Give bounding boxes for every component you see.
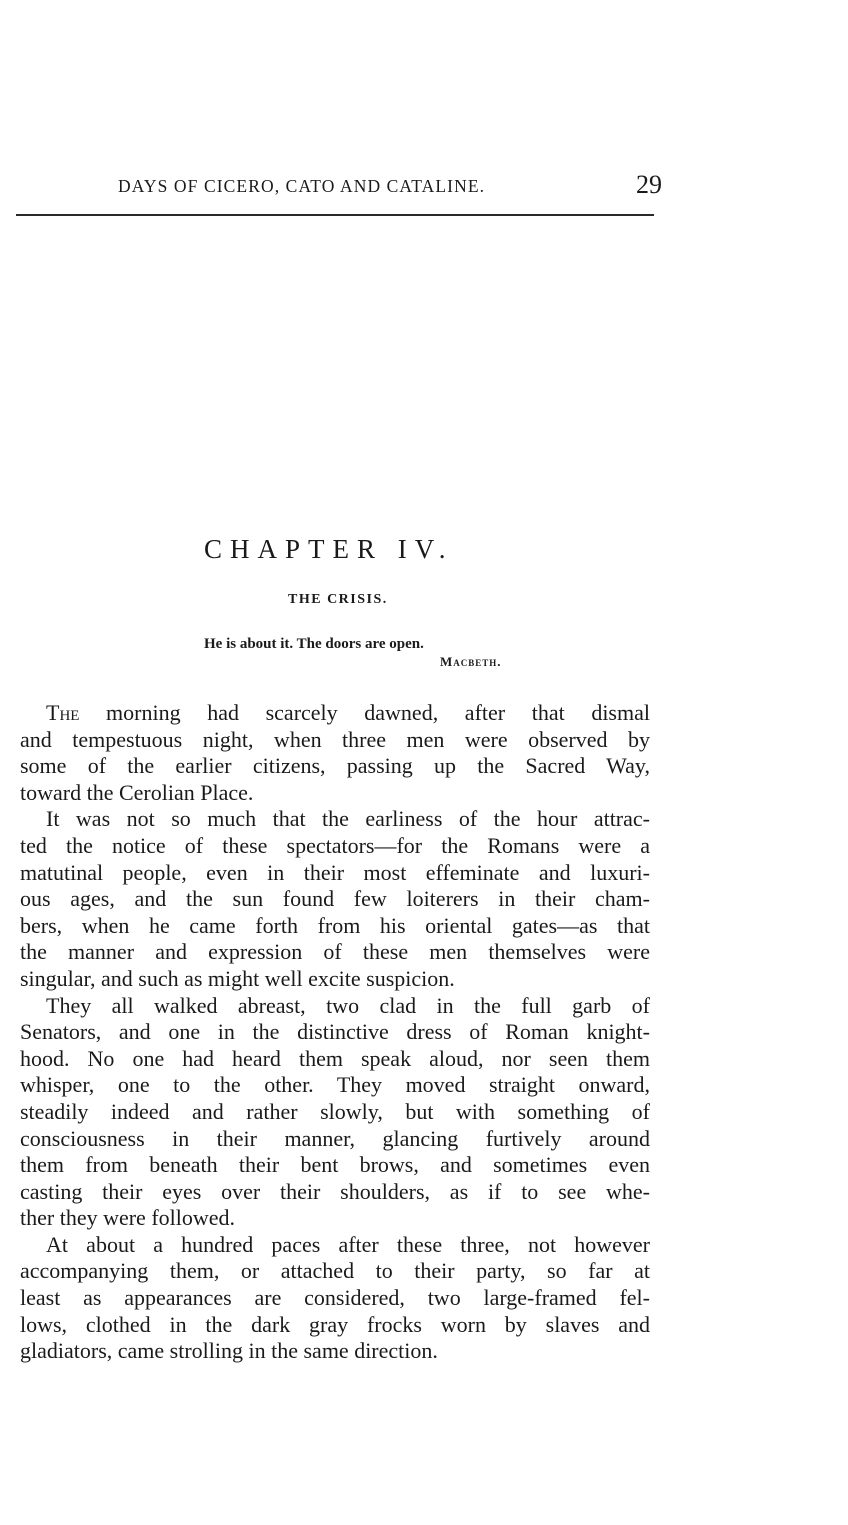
body-line: They all walked abreast, two clad in the full garb of <box>46 992 650 1018</box>
body-line: whisper, one to the other. They moved straight onward, <box>20 1072 650 1098</box>
body-line: hood. No one had heard them speak aloud, nor seen them <box>20 1045 650 1071</box>
body-line: and tempestuous night, when three men were observed by <box>20 726 650 752</box>
body-line: singular, and such as might well excite suspicion. <box>20 965 455 991</box>
body-line: At about a hundred paces after these three, not however <box>46 1231 650 1257</box>
body-line: them from beneath their bent brows, and sometimes even <box>20 1152 650 1178</box>
body-line: some of the earlier citizens, passing up the Sacred Way, <box>20 753 650 779</box>
body-line: toward the Cerolian Place. <box>20 779 254 805</box>
body-line-text: morning had scarcely dawned, after that dismal <box>79 700 650 725</box>
page-number: 29 <box>636 170 662 199</box>
chapter-title: CHAPTER IV. <box>204 534 454 564</box>
chapter-body <box>20 700 650 1365</box>
body-line: bers, when he came forth from his oriental gates—as that <box>20 912 650 938</box>
body-line: consciousness in their manner, glancing furtively around <box>20 1125 650 1151</box>
body-line <box>20 700 650 727</box>
body-line: steadily indeed and rather slowly, but with something of <box>20 1098 650 1124</box>
chapter-subtitle: THE CRISIS. <box>288 592 388 607</box>
body-line: gladiators, came strolling in the same direction. <box>20 1338 438 1364</box>
body-line: the manner and expression of these men themselves were <box>20 939 650 965</box>
body-line: least as appearances are considered, two large-framed fel- <box>20 1285 650 1311</box>
body-line: Senators, and one in the distinctive dress of Roman knight- <box>20 1019 650 1045</box>
body-line: It was not so much that the earliness of the hour attrac- <box>46 806 650 832</box>
body-line: matutinal people, even in their most effeminate and luxuri- <box>20 859 650 885</box>
body-line: ther they were followed. <box>20 1205 236 1231</box>
drop-word: The <box>46 700 80 725</box>
body-line: ous ages, and the sun found few loiterers in their cham- <box>20 886 650 912</box>
epigraph-quote: He is about it. The doors are open. <box>204 636 424 652</box>
body-line: ted the notice of these spectators—for the Romans were a <box>20 832 650 858</box>
header-rule <box>16 214 654 216</box>
body-line: lows, clothed in the dark gray frocks worn by slaves and <box>20 1311 650 1337</box>
body-line: casting their eyes over their shoulders, as if to see whe- <box>20 1178 650 1204</box>
running-head-title: DAYS OF CICERO, CATO AND CATALINE. <box>118 176 486 196</box>
epigraph-attribution: Macbeth. <box>440 654 502 669</box>
body-line: accompanying them, or attached to their party, so far at <box>20 1258 650 1284</box>
